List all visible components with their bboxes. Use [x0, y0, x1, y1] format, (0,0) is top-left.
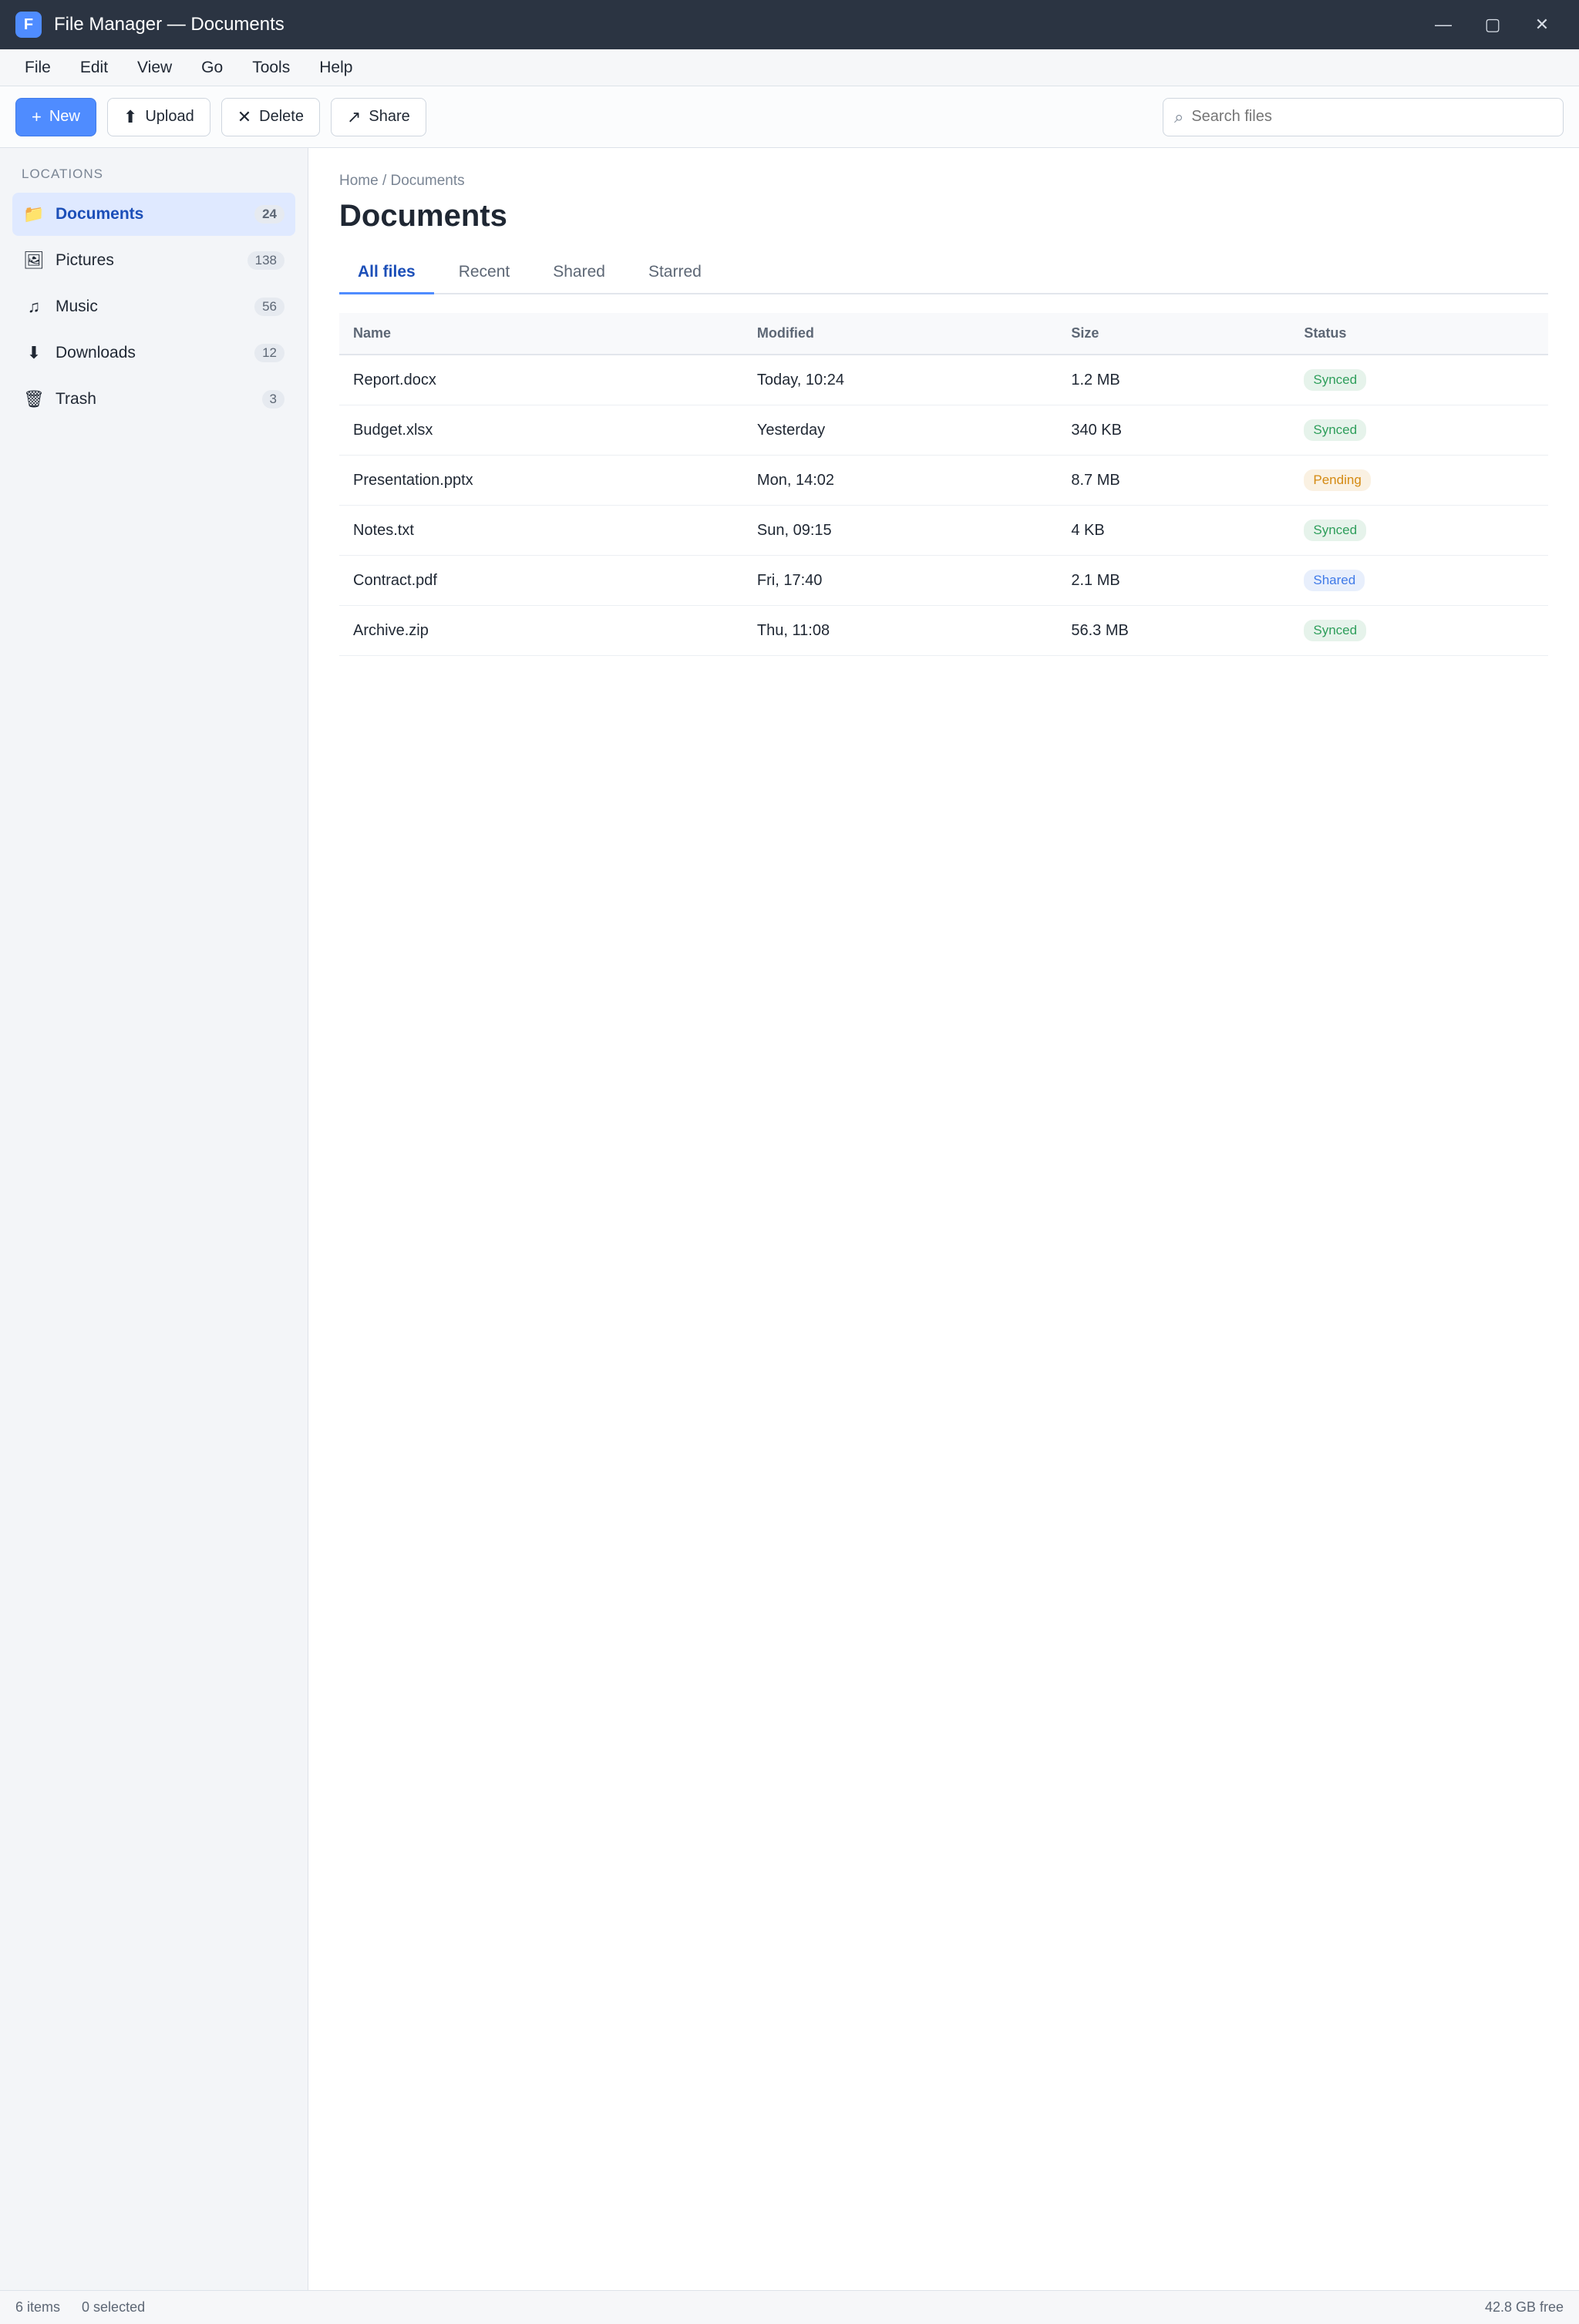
- page-title: Documents: [339, 199, 507, 233]
- plus-icon: +: [32, 106, 42, 126]
- trash-icon: ✕: [237, 106, 252, 126]
- new-button[interactable]: [15, 98, 96, 136]
- cell-name: Presentation.pptx: [339, 456, 743, 506]
- image-icon: 🖼: [23, 251, 45, 270]
- upload-button[interactable]: [107, 98, 210, 136]
- cell-modified: Yesterday: [743, 405, 1057, 456]
- delete-button[interactable]: [221, 98, 320, 136]
- search-icon: ⌕: [1174, 106, 1184, 126]
- table-row[interactable]: [339, 456, 1548, 506]
- table-row[interactable]: [339, 355, 1548, 405]
- share-button[interactable]: [331, 98, 426, 136]
- table-row[interactable]: [339, 606, 1548, 656]
- tab-recent[interactable]: Recent: [458, 263, 510, 281]
- cell-status: [1290, 456, 1548, 506]
- sidebar-item-count: 24: [254, 205, 284, 224]
- cell-status: [1290, 506, 1548, 556]
- cell-name: Contract.pdf: [339, 556, 743, 606]
- item-count: 6 items: [15, 2299, 61, 2315]
- title-bar: [0, 0, 1579, 49]
- main-panel: [308, 148, 1579, 2290]
- status-badge: Pending: [1304, 469, 1370, 491]
- sidebar-item-documents[interactable]: [12, 193, 295, 236]
- sidebar-item-count: 56: [254, 298, 284, 316]
- file-table: [339, 313, 1548, 656]
- status-badge: Shared: [1304, 570, 1365, 591]
- upload-button-label: Upload: [145, 108, 194, 125]
- column-header-status[interactable]: Status: [1290, 313, 1548, 355]
- sidebar-item-music[interactable]: [12, 285, 295, 328]
- sidebar-item-count: 12: [254, 344, 284, 362]
- search-input[interactable]: [1191, 108, 1552, 126]
- cell-size: 1.2 MB: [1057, 355, 1290, 405]
- table-row[interactable]: [339, 405, 1548, 456]
- menu-item-go[interactable]: Go: [201, 58, 224, 76]
- cell-status: [1290, 556, 1548, 606]
- status-badge: Synced: [1304, 620, 1366, 641]
- selection-count: 0 selected: [82, 2299, 146, 2315]
- download-icon: ⬇: [26, 343, 42, 362]
- tab-bar: [339, 252, 1548, 294]
- trash-icon: 🗑: [23, 389, 45, 409]
- content-area: [0, 148, 1579, 2290]
- cell-size: 2.1 MB: [1057, 556, 1290, 606]
- sidebar-item-label: Documents: [56, 205, 144, 223]
- delete-button-label: Delete: [259, 108, 304, 125]
- app-logo-icon: F: [15, 12, 42, 38]
- cell-size: 340 KB: [1057, 405, 1290, 456]
- status-badge: Synced: [1304, 520, 1366, 541]
- sidebar-item-downloads[interactable]: [12, 331, 295, 375]
- cell-status: [1290, 355, 1548, 405]
- tab-shared[interactable]: Shared: [553, 263, 605, 281]
- menu-item-tools[interactable]: Tools: [252, 58, 291, 76]
- share-icon: ↗: [346, 106, 362, 126]
- share-button-label: Share: [369, 108, 410, 125]
- cell-size: 4 KB: [1057, 506, 1290, 556]
- cell-size: 8.7 MB: [1057, 456, 1290, 506]
- cell-modified: Thu, 11:08: [743, 606, 1057, 656]
- sidebar-item-trash[interactable]: [12, 378, 295, 421]
- new-button-label: New: [49, 108, 80, 125]
- sidebar-item-label: Pictures: [56, 251, 114, 269]
- column-header-modified[interactable]: Modified: [743, 313, 1057, 355]
- menu-item-help[interactable]: Help: [319, 58, 353, 76]
- maximize-icon[interactable]: ▢: [1484, 15, 1501, 34]
- folder-icon: 📁: [23, 204, 45, 224]
- tab-all-files[interactable]: All files: [339, 252, 434, 294]
- window-controls: [1422, 8, 1564, 42]
- column-header-name[interactable]: Name: [339, 313, 743, 355]
- cell-modified: Mon, 14:02: [743, 456, 1057, 506]
- cell-name: Budget.xlsx: [339, 405, 743, 456]
- cell-name: Archive.zip: [339, 606, 743, 656]
- sidebar: [0, 148, 308, 2290]
- cell-modified: Fri, 17:40: [743, 556, 1057, 606]
- toolbar: [0, 86, 1579, 148]
- breadcrumb: Home / Documents: [339, 173, 465, 189]
- sidebar-item-count: 138: [247, 251, 284, 270]
- sidebar-item-pictures[interactable]: [12, 239, 295, 282]
- table-body: [339, 355, 1548, 656]
- menu-bar: [0, 49, 1579, 86]
- cell-modified: Sun, 09:15: [743, 506, 1057, 556]
- minimize-icon[interactable]: —: [1435, 15, 1452, 34]
- cell-modified: Today, 10:24: [743, 355, 1057, 405]
- cell-name: Notes.txt: [339, 506, 743, 556]
- menu-item-edit[interactable]: Edit: [79, 58, 109, 76]
- window-title: File Manager — Documents: [54, 14, 284, 35]
- status-badge: Synced: [1304, 369, 1366, 391]
- cell-status: [1290, 405, 1548, 456]
- sidebar-list: [12, 193, 295, 421]
- close-icon[interactable]: ✕: [1534, 15, 1550, 34]
- tab-starred[interactable]: Starred: [648, 263, 702, 281]
- sidebar-item-count: 3: [262, 390, 284, 409]
- menu-item-view[interactable]: View: [137, 58, 173, 76]
- upload-icon: ⬆: [123, 106, 138, 126]
- cell-status: [1290, 606, 1548, 656]
- table-header-row: [339, 313, 1548, 355]
- status-bar: [0, 2290, 1579, 2324]
- column-header-size[interactable]: Size: [1057, 313, 1290, 355]
- table-row[interactable]: [339, 556, 1548, 606]
- table-row[interactable]: [339, 506, 1548, 556]
- storage-free: 42.8 GB free: [1484, 2299, 1564, 2315]
- search-box: [1163, 98, 1564, 136]
- cell-name: Report.docx: [339, 355, 743, 405]
- sidebar-item-label: Downloads: [56, 344, 136, 362]
- status-badge: Synced: [1304, 419, 1366, 441]
- menu-item-file[interactable]: File: [25, 58, 51, 76]
- sidebar-item-label: Trash: [56, 390, 96, 408]
- cell-size: 56.3 MB: [1057, 606, 1290, 656]
- sidebar-heading: LOCATIONS: [22, 166, 103, 181]
- sidebar-item-label: Music: [56, 298, 98, 315]
- music-icon: ♫: [27, 297, 41, 316]
